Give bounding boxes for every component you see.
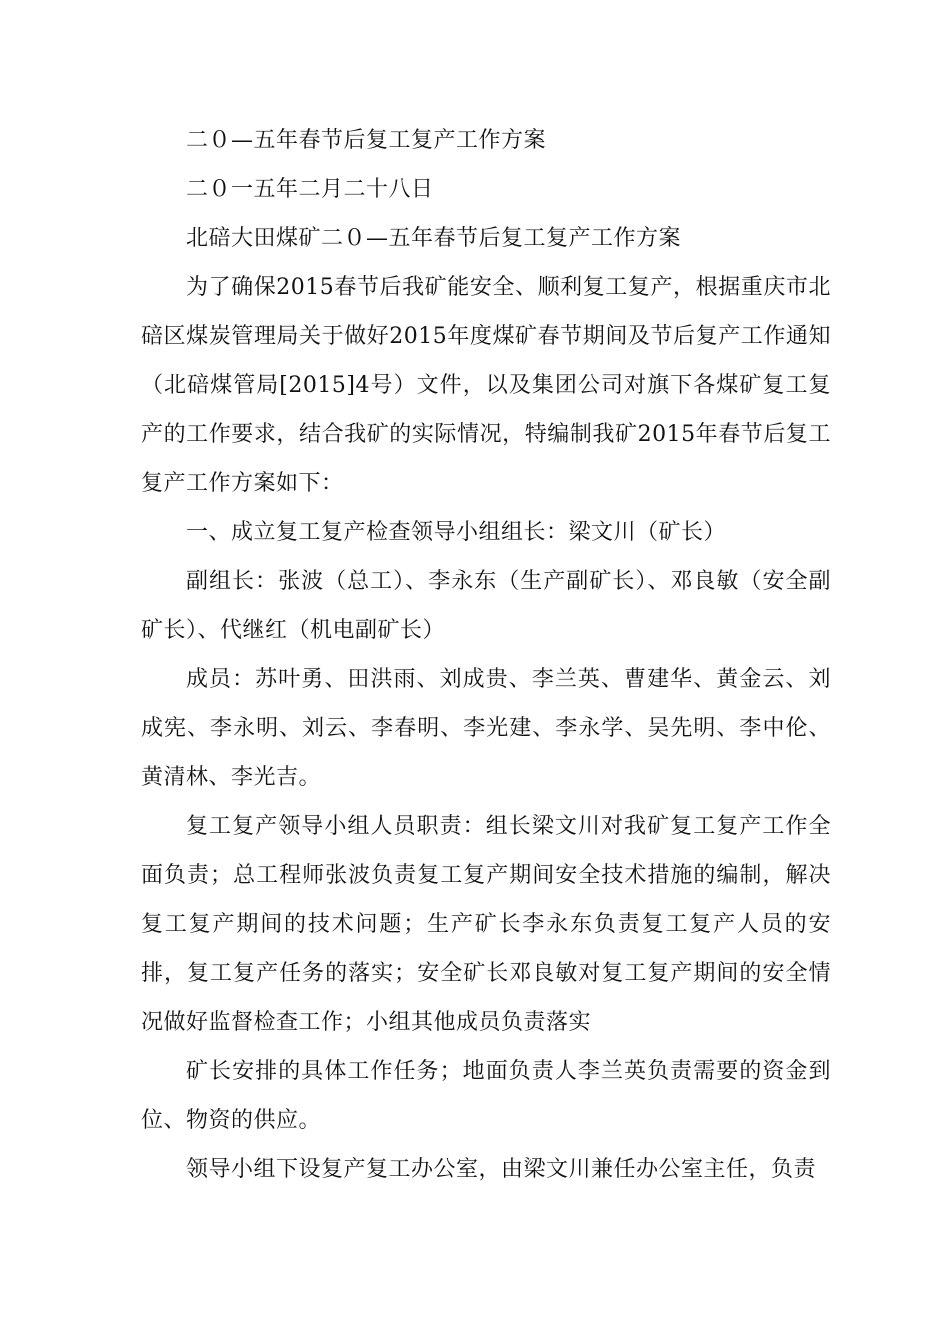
members-paragraph: 成员：苏叶勇、田洪雨、刘成贵、李兰英、曹建华、黄金云、刘成宪、李永明、刘云、李春明、李光建、李永学、吴先明、李中伦、黄清林、李光吉。 bbox=[141, 667, 831, 790]
tasks-paragraph: 矿长安排的具体工作任务；地面负责人李兰英负责需要的资金到位、物资的供应。 bbox=[141, 1059, 831, 1133]
deputy-leaders-paragraph: 副组长：张波（总工）、李永东（生产副矿长）、邓良敏（安全副矿长）、代继红（机电副矿长） bbox=[141, 569, 831, 643]
intro-paragraph: 为了确保2015春节后我矿能安全、顺利复工复产，根据重庆市北碚区煤炭管理局关于做好2015年度煤矿春节期间及节后复产工作通知（北碚煤管局[2015]4号）文件，以及集团公司对旗下各煤矿复工复产的工作要求，结合我矿的实际情况，特编制我矿2015年春节后复工复产工作方案如下： bbox=[141, 275, 831, 496]
plan-date: 二０一五年二月二十八日 bbox=[186, 177, 434, 202]
duties-paragraph: 复工复产领导小组人员职责：组长梁文川对我矿复工复产工作全面负责；总工程师张波负责复工复产期间安全技术措施的编制，解决复工复产期间的技术问题；生产矿长李永东负责复工复产人员的安排，复工复产任务的落实；安全矿长邓良敏对复工复产期间的安全情况做好监督检查工作；小组其他成员负责落实 bbox=[141, 814, 831, 1035]
section-leadership-group: 一、成立复工复产检查领导小组组长：梁文川（矿长） bbox=[186, 520, 727, 545]
plan-title: 二０—五年春节后复工复产工作方案 bbox=[186, 128, 547, 153]
document-body bbox=[141, 116, 831, 1194]
plan-full-title: 北碚大田煤矿二０—五年春节后复工复产工作方案 bbox=[186, 226, 682, 251]
office-paragraph: 领导小组下设复产复工办公室，由梁文川兼任办公室主任，负责 bbox=[186, 1157, 817, 1182]
